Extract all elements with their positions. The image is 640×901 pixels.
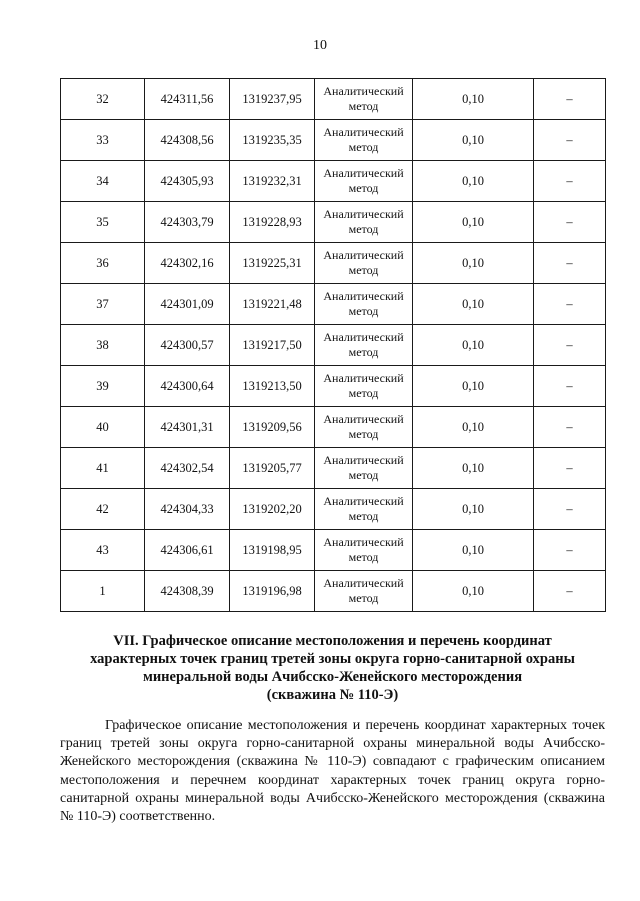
y-coordinate-cell: 1319221,48 bbox=[230, 284, 315, 325]
y-coordinate-cell: 1319196,98 bbox=[230, 571, 315, 612]
method-text: метод bbox=[348, 427, 379, 441]
table-row bbox=[61, 366, 606, 407]
method-text: метод bbox=[348, 181, 379, 195]
method-text: метод bbox=[348, 99, 379, 113]
note-cell: – bbox=[534, 530, 606, 571]
section-heading-line: минеральной воды Ачибсско-Женейского месторождения bbox=[142, 669, 523, 685]
x-coordinate-cell: 424301,31 bbox=[145, 407, 230, 448]
y-coordinate-cell: 1319225,31 bbox=[230, 243, 315, 284]
y-coordinate-cell: 1319209,56 bbox=[230, 407, 315, 448]
method-text: метод bbox=[348, 386, 379, 400]
x-coordinate-cell: 424303,79 bbox=[145, 202, 230, 243]
point-number-cell: 39 bbox=[61, 366, 145, 407]
table-row bbox=[61, 448, 606, 489]
table-row bbox=[61, 120, 606, 161]
note-cell: – bbox=[534, 325, 606, 366]
table-row bbox=[61, 530, 606, 571]
method-text: Аналитический bbox=[323, 125, 404, 139]
accuracy-cell: 0,10 bbox=[413, 530, 534, 571]
method-text: метод bbox=[348, 263, 379, 277]
method-text: метод bbox=[348, 591, 379, 605]
table-row bbox=[61, 284, 606, 325]
point-number-cell: 42 bbox=[61, 489, 145, 530]
x-coordinate-cell: 424304,33 bbox=[145, 489, 230, 530]
x-coordinate-cell: 424311,56 bbox=[145, 79, 230, 120]
section-paragraph: Графическое описание местоположения и перечень координат характерных точек границ третей зоны округа горно-санитарной охраны минеральной воды Ачибсско-Женейского месторождения (скважина № 110-Э) совпадают с графическим описанием местоположения и перечнем координат характерных точек границ округа горно-санитарной охраны минеральной воды Ачибсско-Женейского месторождения (скважина № 110-Э) соответственно. bbox=[60, 718, 605, 825]
accuracy-cell: 0,10 bbox=[413, 407, 534, 448]
method-cell bbox=[315, 284, 413, 325]
accuracy-cell: 0,10 bbox=[413, 571, 534, 612]
x-coordinate-cell: 424302,54 bbox=[145, 448, 230, 489]
method-text: метод bbox=[348, 509, 379, 523]
table-row bbox=[61, 202, 606, 243]
method-cell bbox=[315, 366, 413, 407]
method-cell bbox=[315, 448, 413, 489]
method-text: метод bbox=[348, 140, 379, 154]
method-text: метод bbox=[348, 468, 379, 482]
point-number-cell: 35 bbox=[61, 202, 145, 243]
point-number-cell: 38 bbox=[61, 325, 145, 366]
method-cell bbox=[315, 407, 413, 448]
note-cell: – bbox=[534, 407, 606, 448]
method-cell bbox=[315, 243, 413, 284]
accuracy-cell: 0,10 bbox=[413, 243, 534, 284]
note-cell: – bbox=[534, 489, 606, 530]
accuracy-cell: 0,10 bbox=[413, 366, 534, 407]
point-number-cell: 37 bbox=[61, 284, 145, 325]
x-coordinate-cell: 424306,61 bbox=[145, 530, 230, 571]
method-text: Аналитический bbox=[323, 289, 404, 303]
method-text: метод bbox=[348, 222, 379, 236]
point-number-cell: 40 bbox=[61, 407, 145, 448]
table-row bbox=[61, 243, 606, 284]
note-cell: – bbox=[534, 366, 606, 407]
table-row bbox=[61, 489, 606, 530]
table-row bbox=[61, 161, 606, 202]
note-cell: – bbox=[534, 79, 606, 120]
x-coordinate-cell: 424308,56 bbox=[145, 120, 230, 161]
method-text: Аналитический bbox=[323, 207, 404, 221]
x-coordinate-cell: 424308,39 bbox=[145, 571, 230, 612]
note-cell: – bbox=[534, 243, 606, 284]
table-row bbox=[61, 571, 606, 612]
y-coordinate-cell: 1319217,50 bbox=[230, 325, 315, 366]
note-cell: – bbox=[534, 448, 606, 489]
accuracy-cell: 0,10 bbox=[413, 489, 534, 530]
x-coordinate-cell: 424300,64 bbox=[145, 366, 230, 407]
note-cell: – bbox=[534, 120, 606, 161]
accuracy-cell: 0,10 bbox=[413, 325, 534, 366]
x-coordinate-cell: 424302,16 bbox=[145, 243, 230, 284]
y-coordinate-cell: 1319205,77 bbox=[230, 448, 315, 489]
section-heading-line: (скважина № 110-Э) bbox=[266, 687, 399, 703]
section-heading-line: VII. Графическое описание местоположения и перечень координат bbox=[113, 633, 552, 649]
method-text: Аналитический bbox=[323, 166, 404, 180]
point-number-cell: 34 bbox=[61, 161, 145, 202]
x-coordinate-cell: 424300,57 bbox=[145, 325, 230, 366]
accuracy-cell: 0,10 bbox=[413, 202, 534, 243]
accuracy-cell: 0,10 bbox=[413, 161, 534, 202]
method-cell bbox=[315, 161, 413, 202]
method-text: Аналитический bbox=[323, 248, 404, 262]
method-cell bbox=[315, 79, 413, 120]
method-text: Аналитический bbox=[323, 84, 404, 98]
accuracy-cell: 0,10 bbox=[413, 120, 534, 161]
method-text: метод bbox=[348, 304, 379, 318]
y-coordinate-cell: 1319237,95 bbox=[230, 79, 315, 120]
accuracy-cell: 0,10 bbox=[413, 79, 534, 120]
method-cell bbox=[315, 202, 413, 243]
y-coordinate-cell: 1319198,95 bbox=[230, 530, 315, 571]
method-text: метод bbox=[348, 345, 379, 359]
point-number-cell: 1 bbox=[61, 571, 145, 612]
method-cell bbox=[315, 489, 413, 530]
note-cell: – bbox=[534, 161, 606, 202]
method-cell bbox=[315, 530, 413, 571]
y-coordinate-cell: 1319228,93 bbox=[230, 202, 315, 243]
table-row bbox=[61, 325, 606, 366]
y-coordinate-cell: 1319232,31 bbox=[230, 161, 315, 202]
note-cell: – bbox=[534, 284, 606, 325]
table-row bbox=[61, 79, 606, 120]
point-number-cell: 36 bbox=[61, 243, 145, 284]
y-coordinate-cell: 1319235,35 bbox=[230, 120, 315, 161]
method-text: Аналитический bbox=[323, 371, 404, 385]
table-row bbox=[61, 407, 606, 448]
accuracy-cell: 0,10 bbox=[413, 284, 534, 325]
point-number-cell: 41 bbox=[61, 448, 145, 489]
accuracy-cell: 0,10 bbox=[413, 448, 534, 489]
note-cell: – bbox=[534, 202, 606, 243]
method-cell bbox=[315, 120, 413, 161]
point-number-cell: 32 bbox=[61, 79, 145, 120]
method-text: Аналитический bbox=[323, 330, 404, 344]
method-text: метод bbox=[348, 550, 379, 564]
page-number: 10 bbox=[313, 38, 327, 53]
section-heading bbox=[60, 632, 605, 704]
method-cell bbox=[315, 571, 413, 612]
point-number-cell: 43 bbox=[61, 530, 145, 571]
y-coordinate-cell: 1319202,20 bbox=[230, 489, 315, 530]
method-text: Аналитический bbox=[323, 576, 404, 590]
method-cell bbox=[315, 325, 413, 366]
method-text: Аналитический bbox=[323, 412, 404, 426]
section-heading-line: характерных точек границ третей зоны округа горно-санитарной охраны bbox=[90, 651, 575, 667]
method-text: Аналитический bbox=[323, 494, 404, 508]
x-coordinate-cell: 424301,09 bbox=[145, 284, 230, 325]
point-number-cell: 33 bbox=[61, 120, 145, 161]
method-text: Аналитический bbox=[323, 453, 404, 467]
method-text: Аналитический bbox=[323, 535, 404, 549]
coordinates-table bbox=[60, 78, 606, 612]
note-cell: – bbox=[534, 571, 606, 612]
y-coordinate-cell: 1319213,50 bbox=[230, 366, 315, 407]
x-coordinate-cell: 424305,93 bbox=[145, 161, 230, 202]
